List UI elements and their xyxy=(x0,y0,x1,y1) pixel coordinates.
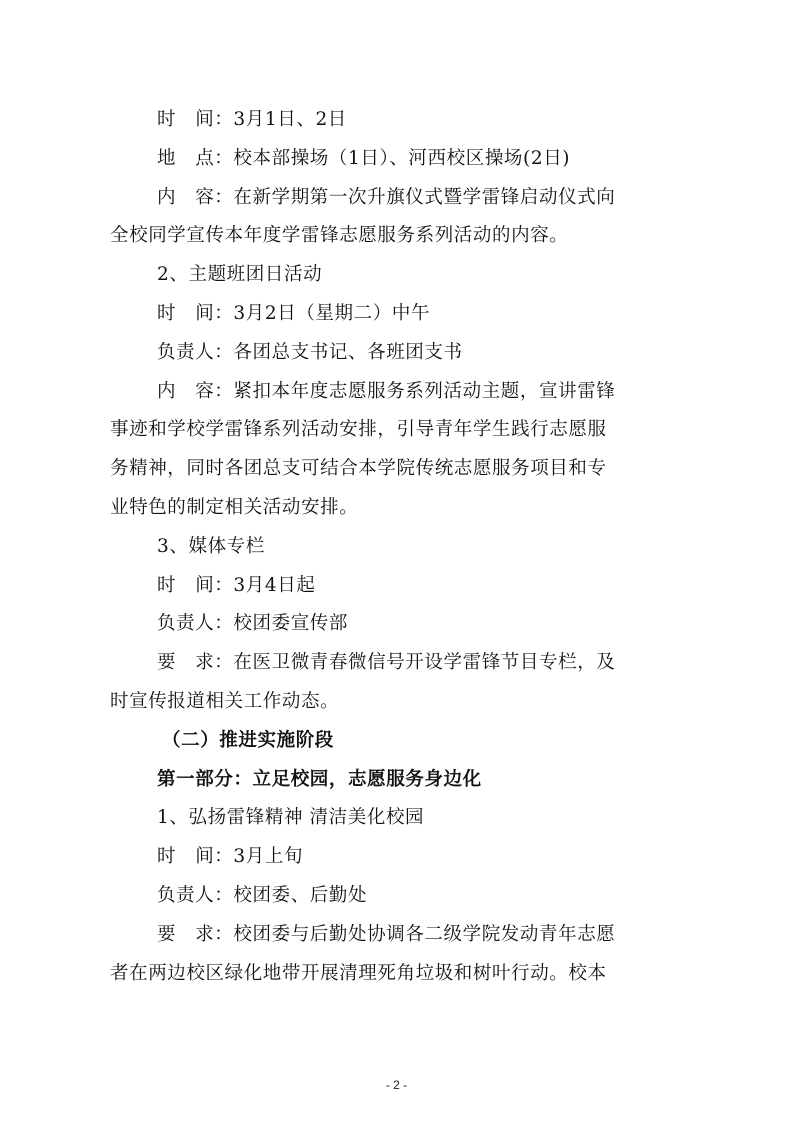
time-line-1: 时 间：3月1日、2日 xyxy=(157,109,347,130)
content-line-2-cont-a: 事迹和学校学雷锋系列活动安排，引导青年学生践行志愿服 xyxy=(110,419,607,441)
time-line-2: 时 间：3月2日（星期二）中午 xyxy=(157,302,431,324)
part-heading: 第一部分：立足校园，志愿服务身边化 xyxy=(157,768,482,790)
content-line-1-cont: 全校同学宣传本年度学雷锋志愿服务系列活动的内容。 xyxy=(110,225,569,247)
content-line-2-cont-b: 务精神，同时各团总支可结合本学院传统志愿服务项目和专 xyxy=(110,458,607,480)
document-body xyxy=(110,101,680,993)
content-line-2-cont-c: 业特色的制定相关活动安排。 xyxy=(110,496,359,518)
requirement-line-4: 要 求：校团委与后勤处协调各二级学院发动青年志愿 xyxy=(157,923,616,945)
time-line-4: 时 间：3月上旬 xyxy=(157,846,304,868)
responsible-line-4: 负责人：校团委、后勤处 xyxy=(157,884,368,906)
page-number: - 2 - xyxy=(385,1078,408,1092)
item-2-title: 2、主题班团日活动 xyxy=(157,264,323,286)
location-line: 地 点：校本部操场（1日）、河西校区操场(2日) xyxy=(157,147,571,169)
content-line-2: 内 容：紧扣本年度志愿服务系列活动主题，宣讲雷锋 xyxy=(157,380,616,402)
content-line-1: 内 容：在新学期第一次升旗仪式暨学雷锋启动仪式向 xyxy=(157,186,616,208)
requirement-line-3: 要 求：在医卫微青春微信号开设学雷锋节目专栏，及 xyxy=(157,652,616,674)
time-line-3: 时 间：3月4日起 xyxy=(157,574,316,596)
item-1-title: 1、弘扬雷锋精神 清洁美化校园 xyxy=(157,807,425,829)
section-heading: （二）推进实施阶段 xyxy=(162,729,334,751)
responsible-line-2: 负责人：各团总支书记、各班团支书 xyxy=(157,341,463,363)
responsible-line-3: 负责人：校团委宣传部 xyxy=(157,613,349,635)
requirement-line-3-cont: 时宣传报道相关工作动态。 xyxy=(110,690,340,712)
requirement-line-4-cont: 者在两边校区绿化地带开展清理死角垃圾和树叶行动。校本 xyxy=(110,962,607,984)
item-3-title: 3、媒体专栏 xyxy=(157,535,265,557)
